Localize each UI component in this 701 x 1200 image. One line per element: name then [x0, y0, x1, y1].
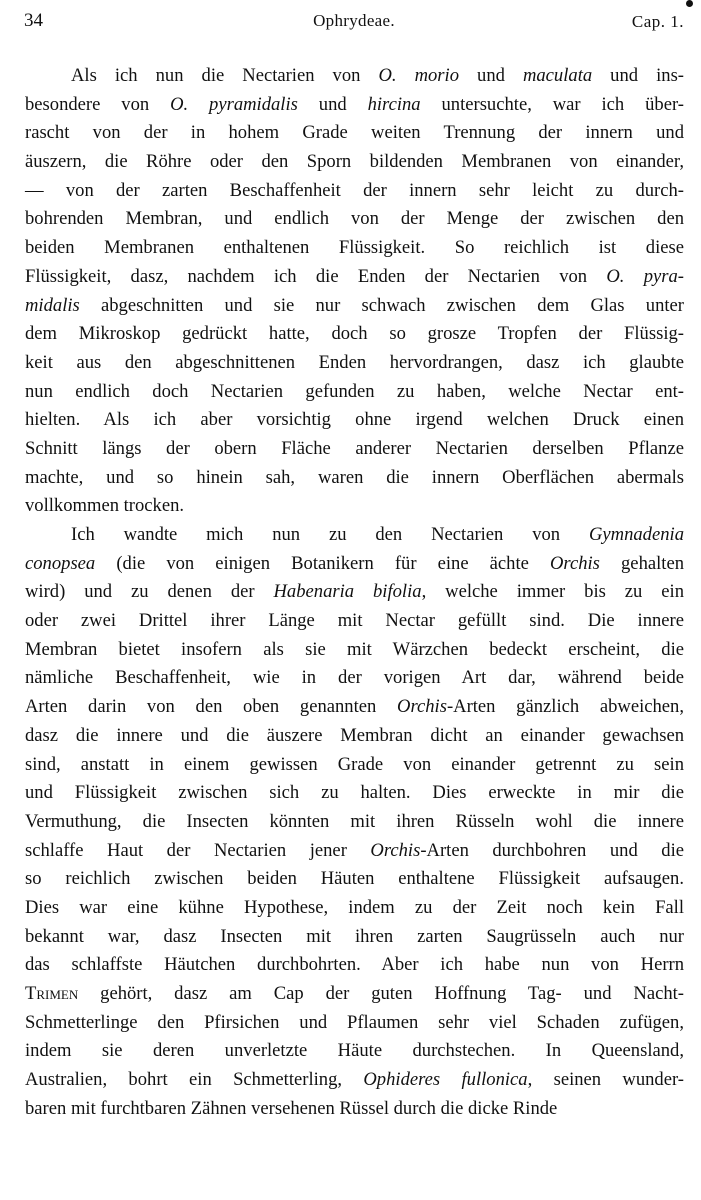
text-line — [25, 980, 684, 1009]
text-line — [25, 91, 684, 120]
text-segment: Als ich nun die Nectarien von — [71, 65, 379, 86]
text-segment: Schmetterlinge den Pfirsichen und Pflaumen sehr viel Schaden zufügen, — [25, 1011, 684, 1033]
text-segment: oder zwei Drittel ihrer Länge mit Nectar gefüllt sind. Die innere — [25, 610, 684, 632]
italic-term: hircina — [367, 93, 421, 115]
running-head — [24, 10, 684, 40]
text-line — [25, 406, 684, 435]
text-line — [25, 693, 684, 722]
text-segment: und — [459, 65, 523, 86]
text-segment: nämliche Beschaffenheit, wie in der vorigen Art dar, während beide — [25, 667, 684, 689]
text-segment: Arten darin von den oben genannten — [25, 696, 398, 718]
text-segment: und Flüssigkeit zwischen sich zu halten. Dies erweckte in mir die — [25, 782, 684, 804]
text-line — [25, 292, 684, 321]
text-segment: -Arten gänzlich abweichen, — [446, 696, 684, 718]
text-line — [25, 378, 684, 407]
text-segment: vollkommen trocken. — [25, 495, 185, 517]
text-line — [25, 492, 684, 521]
text-segment: dasz die innere und die äuszere Membran dicht an einander gewachsen — [25, 724, 684, 746]
italic-term: midalis — [25, 294, 80, 316]
text-segment: (die von einigen Botanikern für eine ächte — [95, 552, 550, 574]
italic-term: Gymnadenia — [588, 524, 684, 545]
text-line — [25, 779, 684, 808]
text-segment: rascht von der in hohem Grade weiten Trennung der innern und — [25, 122, 684, 144]
text-segment: dem Mikroskop gedrückt hatte, doch so grosze Tropfen der Flüssig- — [25, 323, 684, 345]
text-segment: — von der zarten Beschaffenheit der innern sehr leicht zu durch- — [25, 179, 684, 201]
text-segment: beiden Membranen enthaltenen Flüssigkeit. So reichlich ist diese — [25, 237, 684, 259]
italic-term: Ophideres fullonica — [363, 1069, 528, 1091]
text-segment: Dies war eine kühne Hypothese, indem zu der Zeit noch kein Fall — [25, 896, 684, 918]
text-segment: machte, und so hinein sah, waren die innern Oberflächen abermals — [25, 466, 684, 488]
text-line — [25, 894, 684, 923]
small-caps-name: Trimen — [25, 983, 79, 1004]
text-line — [25, 263, 684, 292]
text-line — [25, 636, 684, 665]
text-segment: das schlaffste Häutchen durchbohrten. Aber ich habe nun von Herrn — [25, 954, 684, 976]
ink-dot-mark — [686, 0, 693, 7]
text-segment: schlaffe Haut der Nectarien jener — [25, 839, 371, 861]
text-segment: bohrenden Membran, und endlich von der Menge der zwischen den — [25, 208, 684, 230]
text-segment: Flüssigkeit, dasz, nachdem ich die Enden der Nectarien von — [25, 265, 607, 287]
text-segment: indem sie deren unverletzte Häute durchstechen. In Queensland, — [25, 1040, 684, 1062]
text-line — [25, 148, 684, 177]
text-segment: und — [297, 93, 368, 115]
text-line — [25, 1009, 684, 1038]
text-segment: besondere von — [25, 93, 171, 115]
text-line — [25, 234, 684, 263]
text-segment: äuszern, die Röhre oder den Sporn bildenden Membranen von einander, — [25, 151, 684, 173]
text-line — [25, 951, 684, 980]
italic-term: O. pyramidalis — [170, 93, 298, 115]
text-line — [25, 664, 684, 693]
text-segment: sind, anstatt in einem gewissen Grade von einander getrennt zu sein — [25, 753, 684, 775]
text-line — [25, 550, 684, 579]
text-line — [25, 119, 684, 148]
text-segment: und ins- — [592, 65, 684, 86]
page-number: 34 — [24, 10, 43, 31]
text-line — [25, 435, 684, 464]
text-segment: abgeschnitten und sie nur schwach zwischen dem Glas unter — [79, 294, 684, 316]
body-text — [25, 62, 684, 1123]
running-title: Ophrydeae. — [313, 11, 395, 30]
text-line — [25, 578, 684, 607]
text-line — [25, 1066, 684, 1095]
text-line — [25, 865, 684, 894]
text-segment: wird) und zu denen der — [25, 581, 274, 603]
italic-term: maculata — [522, 65, 593, 86]
text-segment: keit aus den abgeschnittenen Enden hervordrangen, dasz ich glaubte — [25, 351, 684, 373]
text-line — [25, 751, 684, 780]
italic-term: O. pyra- — [606, 265, 685, 287]
text-segment: gehalten — [599, 552, 684, 574]
text-segment: Vermuthung, die Insecten könnten mit ihren Rüsseln wohl die innere — [25, 810, 684, 832]
text-segment: baren mit furchtbaren Zähnen versehenen Rüssel durch die dicke Rinde — [25, 1097, 558, 1119]
text-segment: Ich wandte mich nun zu den Nectarien von — [71, 524, 589, 545]
italic-term: Orchis — [370, 839, 421, 861]
text-segment: Schnitt längs der obern Fläche anderer Nectarien derselben Pflanze — [25, 437, 684, 459]
text-line — [25, 923, 684, 952]
text-line — [25, 1095, 684, 1124]
text-line — [25, 837, 684, 866]
text-line — [25, 1037, 684, 1066]
text-segment: bekannt war, dasz Insecten mit ihren zarten Saugrüsseln auch nur — [25, 925, 684, 947]
text-segment: so reichlich zwischen beiden Häuten enthaltene Flüssigkeit aufsaugen. — [25, 868, 684, 890]
text-line — [25, 521, 684, 550]
text-line — [25, 607, 684, 636]
text-segment: nun endlich doch Nectarien gefunden zu haben, welche Nectar ent- — [25, 380, 684, 402]
chapter-label: Cap. 1. — [631, 12, 684, 31]
paragraph — [25, 62, 684, 521]
italic-term: Habenaria bifolia — [273, 581, 422, 603]
text-line — [25, 320, 684, 349]
text-segment: untersuchte, war ich über- — [420, 93, 684, 115]
italic-term: conopsea — [25, 552, 96, 574]
text-line — [25, 177, 684, 206]
text-segment: Australien, bohrt ein Schmetterling, — [25, 1069, 364, 1091]
text-segment: Membran bietet insofern als sie mit Wärzchen bedeckt erscheint, die — [25, 638, 684, 660]
text-segment: gehört, dasz am Cap der guten Hoffnung Tag- und Nacht- — [78, 983, 684, 1004]
italic-term: Orchis — [397, 696, 447, 718]
text-segment: -Arten durchbohren und die — [420, 839, 684, 861]
paragraph — [25, 521, 684, 1123]
text-segment: , seinen wunder- — [527, 1069, 684, 1091]
text-segment: hielten. Als ich aber vorsichtig ohne irgend welchen Druck einen — [25, 409, 684, 431]
italic-term: Orchis — [549, 552, 600, 574]
text-segment: , welche immer bis zu ein — [421, 581, 684, 603]
text-line — [25, 808, 684, 837]
text-line — [25, 349, 684, 378]
text-line — [25, 62, 684, 91]
text-line — [25, 464, 684, 493]
text-line — [25, 205, 684, 234]
text-line — [25, 722, 684, 751]
italic-term: O. morio — [378, 65, 459, 86]
